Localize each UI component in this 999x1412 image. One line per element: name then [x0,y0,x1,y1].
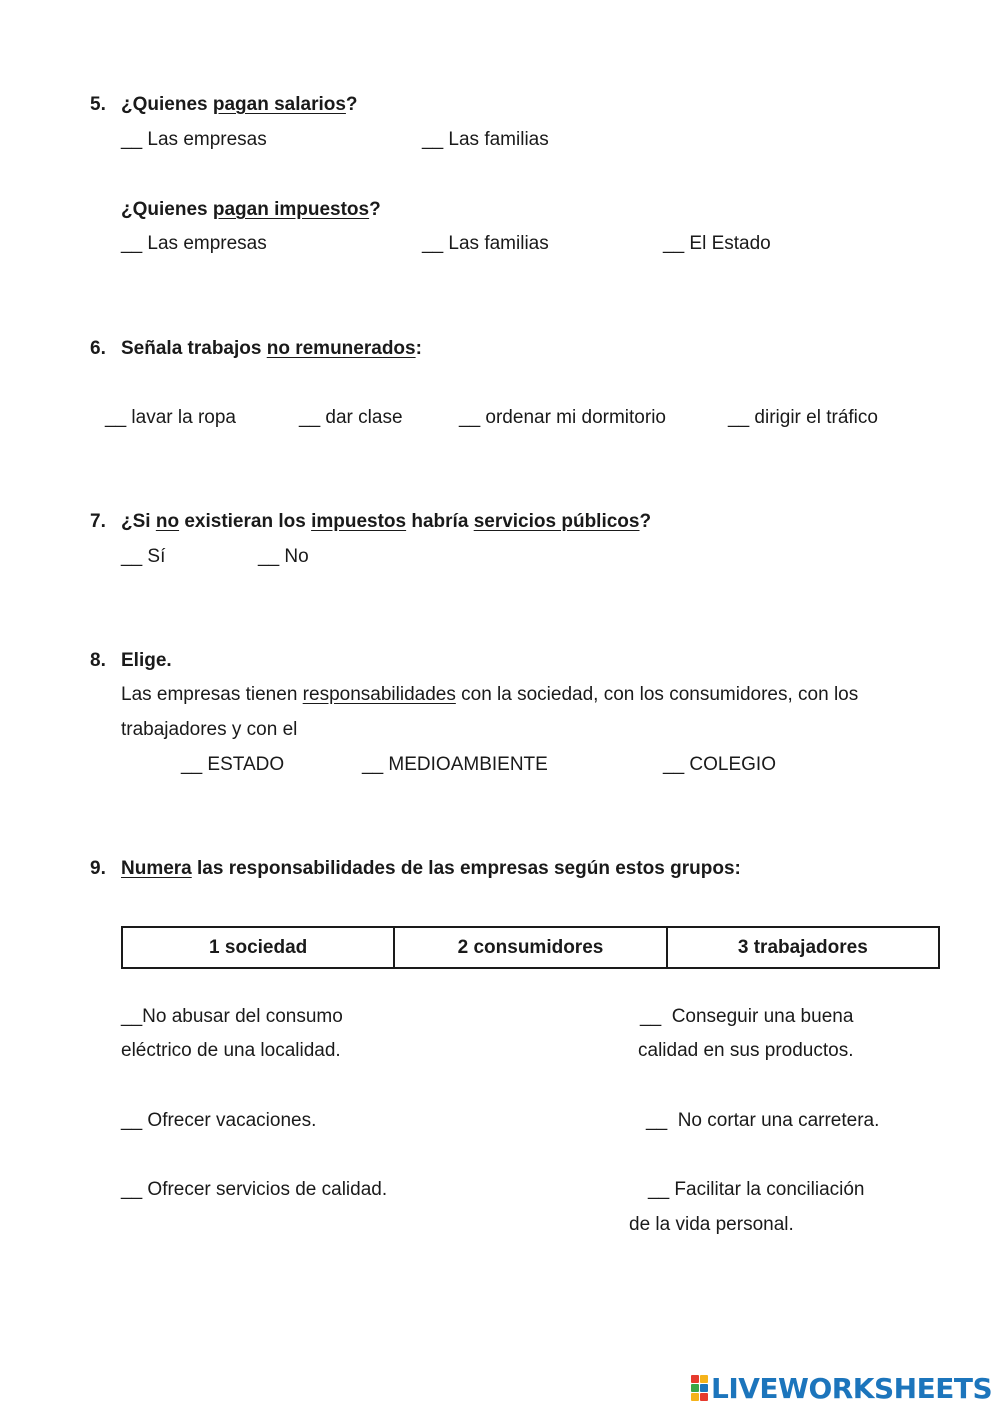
groups-table [121,926,940,969]
q8-statement-line2: trabajadores y con el [121,719,298,740]
q5a-option-empresas[interactable]: __ Las empresas [121,129,267,150]
q6-option-trafico[interactable]: __ dirigir el tráfico [728,407,878,428]
question-5-number: 5. [90,94,106,115]
question-8-title: Elige. [121,650,172,671]
q7-p2: existieran los [179,511,312,532]
q5a-pre: ¿Quienes [121,94,213,115]
q8-l1-pre: Las empresas tienen [121,684,303,705]
question-9-title [121,858,741,880]
q8-option-estado[interactable]: __ ESTADO [181,754,285,775]
q5b-option-estado[interactable]: __ El Estado [663,233,771,254]
q5b-option-empresas[interactable]: __ Las empresas [121,233,267,254]
group-sociedad: 1 sociedad [122,927,394,968]
q9-item-carretera[interactable]: __ No cortar una carretera. [646,1110,880,1131]
q8-statement-line1 [121,684,858,706]
group-trabajadores: 3 trabajadores [667,927,939,968]
q8-option-colegio[interactable]: __ COLEGIO [663,754,776,775]
q5a-underlined: pagan salarios [212,94,346,115]
q9-post: las responsabilidades de las empresas según estos grupos: [191,858,741,879]
logo-block-yellow [700,1375,708,1383]
logo-block-red [691,1375,699,1383]
question-5b-title [121,199,381,221]
question-6-number: 6. [90,338,106,359]
q9-underlined: Numera [121,858,192,879]
q5a-post: ? [345,94,358,115]
q6-option-lavar[interactable]: __ lavar la ropa [105,407,236,428]
q5a-option-familias[interactable]: __ Las familias [422,129,549,150]
question-7-title [121,511,651,533]
q5b-pre: ¿Quienes [121,199,213,220]
q6-pre: Señala trabajos [121,338,267,359]
logo-block-green [691,1384,699,1392]
q7-p1: ¿Si [121,511,156,532]
q6-underlined: no remunerados [266,338,416,359]
q6-option-dormitorio[interactable]: __ ordenar mi dormitorio [459,407,666,428]
question-7-number: 7. [90,511,106,532]
question-5a-title [121,94,358,116]
q9-item-calidad-line2: calidad en sus productos. [638,1040,854,1061]
q9-item-servicios[interactable]: __ Ofrecer servicios de calidad. [121,1179,388,1200]
q6-post: : [415,338,422,359]
q5b-underlined: pagan impuestos [212,199,370,220]
q5b-post: ? [369,199,381,220]
question-9-number: 9. [90,858,106,879]
q9-item-calidad-line1[interactable]: __ Conseguir una buena [640,1006,854,1027]
q6-option-clase[interactable]: __ dar clase [299,407,403,428]
group-consumidores: 2 consumidores [394,927,666,968]
q8-l1-post: con la sociedad, con los consumidores, con los [455,684,859,705]
q7-u1: no [155,511,180,532]
q7-option-si[interactable]: __ Sí [121,546,166,567]
q9-item-vacaciones[interactable]: __ Ofrecer vacaciones. [121,1110,317,1131]
q7-option-no[interactable]: __ No [258,546,309,567]
liveworksheets-logo [691,1372,992,1404]
q9-item-conciliacion-line2: de la vida personal. [629,1214,794,1235]
q7-u2: impuestos [311,511,407,532]
q7-u3: servicios públicos [473,511,640,532]
q9-item-consumo-line1[interactable]: __No abusar del consumo [121,1006,343,1027]
logo-text: LIVEWORKSHEETS [711,1371,993,1405]
groups-row [122,927,939,968]
q7-p4: ? [639,511,652,532]
q8-option-medioambiente[interactable]: __ MEDIOAMBIENTE [362,754,548,775]
q7-p3: habría [406,511,474,532]
q8-l1-underlined: responsabilidades [302,684,456,705]
logo-block-yellow-2 [691,1393,699,1401]
logo-blocks-icon [691,1375,708,1401]
q9-item-conciliacion-line1[interactable]: __ Facilitar la conciliación [648,1179,865,1200]
logo-block-blue [700,1384,708,1392]
question-8-number: 8. [90,650,106,671]
q5b-option-familias[interactable]: __ Las familias [422,233,549,254]
q9-item-consumo-line2: eléctrico de una localidad. [121,1040,341,1061]
question-6-title [121,338,422,360]
logo-block-red-2 [700,1393,708,1401]
